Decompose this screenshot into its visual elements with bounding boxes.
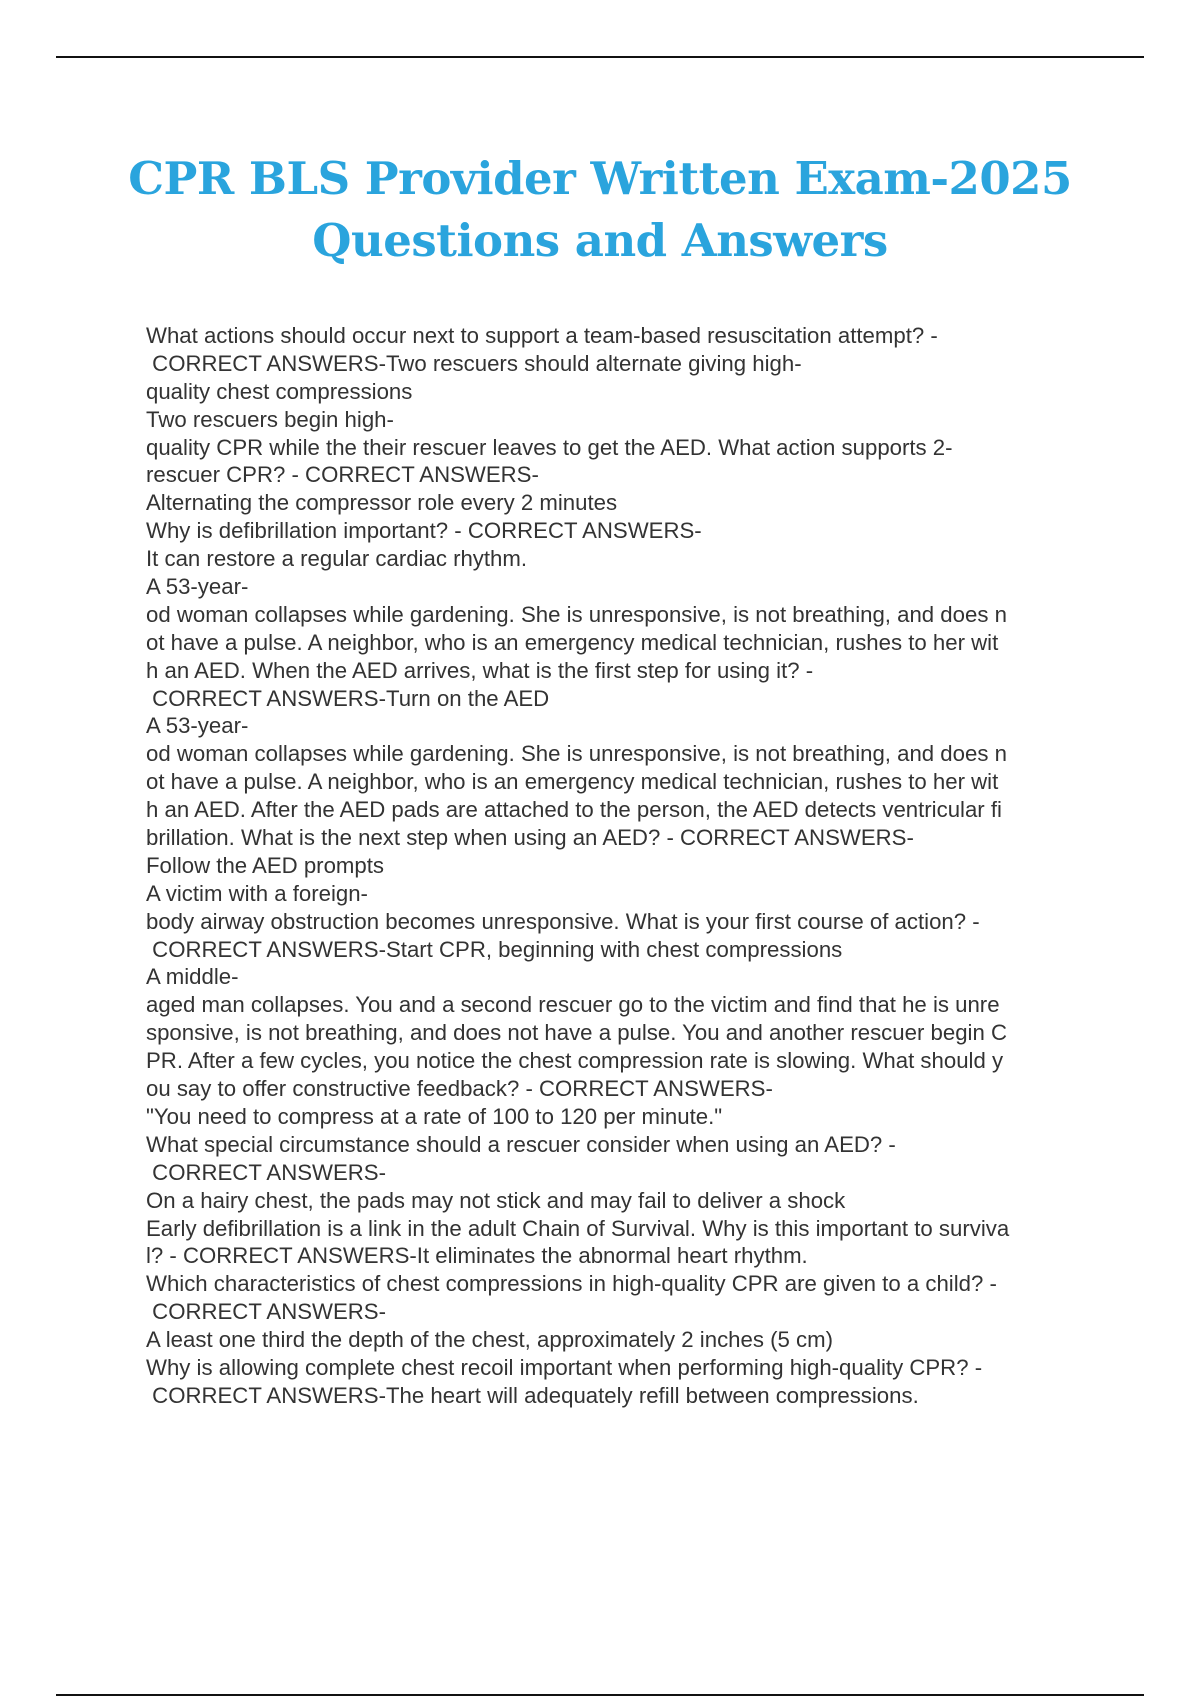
body-line: A victim with a foreign- <box>146 880 368 906</box>
body-line: CORRECT ANSWERS-The heart will adequately refill between compressions. <box>146 1382 919 1408</box>
body-line: l? - CORRECT ANSWERS-It eliminates the abnormal heart rhythm. <box>146 1243 808 1269</box>
body-line: ot have a pulse. A neighbor, who is an emergency medical technician, rushes to her wit <box>146 769 999 795</box>
body-line: Why is allowing complete chest recoil important when performing high-quality CPR? - <box>146 1354 983 1380</box>
body-line: h an AED. When the AED arrives, what is the first step for using it? - <box>146 657 814 683</box>
body-line: body airway obstruction becomes unresponsive. What is your first course of action? - <box>146 908 980 934</box>
body-line: PR. After a few cycles, you notice the chest compression rate is slowing. What should y <box>146 1048 1004 1074</box>
body-line: ou say to offer constructive feedback? - CORRECT ANSWERS- <box>146 1076 773 1102</box>
body-line: Early defibrillation is a link in the adult Chain of Survival. Why is this important to surviva <box>146 1215 1010 1241</box>
body-line: CORRECT ANSWERS- <box>146 1299 386 1325</box>
body-line: Follow the AED prompts <box>146 852 384 878</box>
body-line: aged man collapses. You and a second rescuer go to the victim and find that he is unre <box>146 992 1000 1018</box>
body-line: On a hairy chest, the pads may not stick and may fail to deliver a shock <box>146 1187 846 1213</box>
body-line: A 53-year- <box>146 574 249 600</box>
body-line: rescuer CPR? - CORRECT ANSWERS- <box>146 462 539 488</box>
body-line: Which characteristics of chest compressions in high-quality CPR are given to a child? - <box>146 1271 997 1297</box>
body-line: "You need to compress at a rate of 100 to 120 per minute." <box>146 1103 723 1129</box>
body-line: ot have a pulse. A neighbor, who is an emergency medical technician, rushes to her wit <box>146 629 999 655</box>
body-line: It can restore a regular cardiac rhythm. <box>146 546 528 572</box>
body-line: quality chest compressions <box>146 378 413 404</box>
bottom-divider <box>56 1694 1144 1696</box>
body-line: h an AED. After the AED pads are attached to the person, the AED detects ventricular fi <box>146 797 1002 823</box>
top-divider <box>56 56 1144 58</box>
body-line: brillation. What is the next step when using an AED? - CORRECT ANSWERS- <box>146 825 914 851</box>
body-line: What actions should occur next to support a team-based resuscitation attempt? - <box>146 323 938 348</box>
body-line: A 53-year- <box>146 713 249 739</box>
body-line: CORRECT ANSWERS-Turn on the AED <box>146 685 550 711</box>
title-line-1: CPR BLS Provider Written Exam-2025 <box>128 152 1072 205</box>
page-title <box>0 148 1200 272</box>
body-line: What special circumstance should a rescuer consider when using an AED? - <box>146 1131 896 1157</box>
body-line: quality CPR while the their rescuer leaves to get the AED. What action supports 2- <box>146 434 953 460</box>
body-line: A middle- <box>146 964 239 990</box>
body-line: CORRECT ANSWERS- <box>146 1159 386 1185</box>
body-line: od woman collapses while gardening. She is unresponsive, is not breathing, and does n <box>146 601 1007 627</box>
body-line: A least one third the depth of the chest, approximately 2 inches (5 cm) <box>146 1327 833 1353</box>
qa-body-text <box>146 322 1106 1410</box>
body-line: sponsive, is not breathing, and does not have a pulse. You and another rescuer begin C <box>146 1020 1007 1046</box>
body-line: Alternating the compressor role every 2 minutes <box>146 490 618 516</box>
title-line-2: Questions and Answers <box>312 214 888 267</box>
body-line: od woman collapses while gardening. She is unresponsive, is not breathing, and does n <box>146 741 1007 767</box>
body-line: CORRECT ANSWERS-Start CPR, beginning with chest compressions <box>146 936 843 962</box>
body-line: CORRECT ANSWERS-Two rescuers should alternate giving high- <box>146 350 802 376</box>
body-line: Why is defibrillation important? - CORRECT ANSWERS- <box>146 518 702 544</box>
body-line: Two rescuers begin high- <box>146 406 394 432</box>
